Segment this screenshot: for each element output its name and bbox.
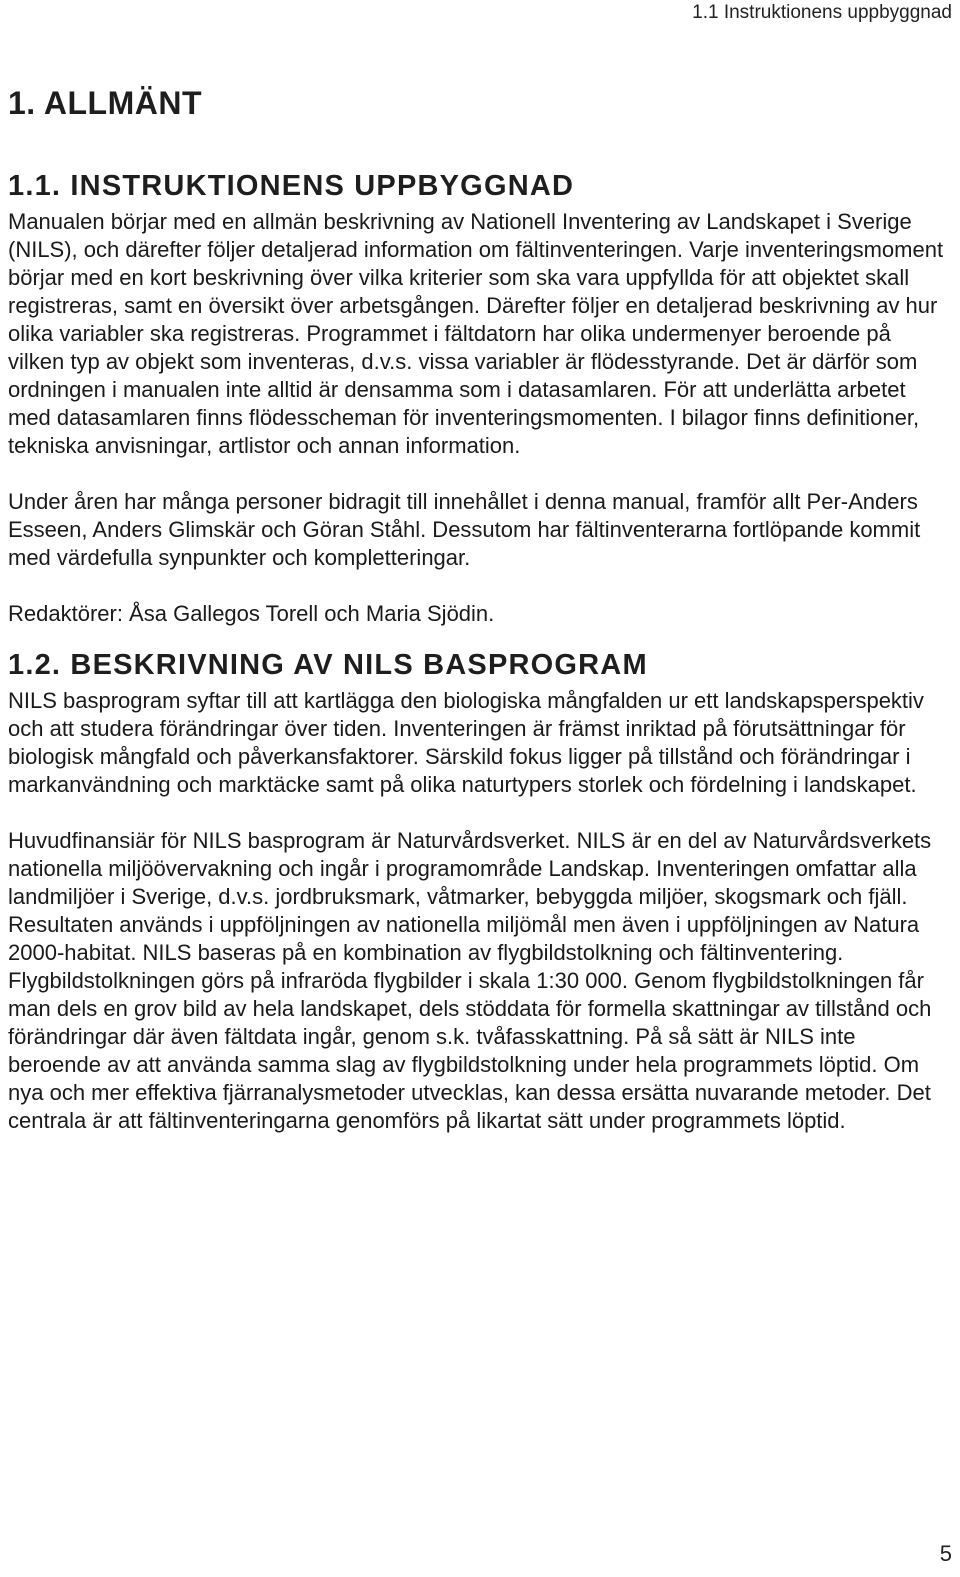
section-instruktionens-uppbyggnad <box>8 169 948 628</box>
section-title: 1.1. INSTRUKTIONENS UPPBYGGNAD <box>8 170 575 203</box>
page-content <box>8 86 948 1163</box>
paragraph: Manualen börjar med en allmän beskrivning av Nationell Inventering av Landskapet i Sverige (NILS), och därefter följer detaljerad information om fältinventeringen. Varje inventeringsmoment börjar med en kort beskrivning över vilka kriterier som ska vara uppfyllda för att objektet skall registreras, samt en översikt över arbetsgången. Därefter följer en detaljerad beskrivning av hur olika variabler ska registreras. Programmet i fältdatorn har olika undermenyer beroende på vilken typ av objekt som inventeras, d.v.s. vissa variabler är flödesstyrande. Det är därför som ordningen i manualen inte alltid är densamma som i datasamlaren. För att underlätta arbetet med datasamlaren finns flödesscheman för inventeringsmomenten. I bilagor finns definitioner, tekniska anvisningar, artlistor och annan information. <box>8 208 944 458</box>
paragraph: Huvudfinansiär för NILS basprogram är Naturvårdsverket. NILS är en del av Naturvårdsverkets nationella miljöövervakning och ingår i programområde Landskap. Inventeringen omfattar alla landmiljöer i Sverige, d.v.s. jordbruksmark, våtmarker, bebyggda miljöer, skogsmark och fjäll. Resultaten används i uppföljningen av nationella miljömål men även i uppföljningen av Natura 2000-habitat. NILS baseras på en kombination av flygbildstolkning och fältinventering. Flygbildstolkningen görs på infraröda flygbilder i skala 1:30 000. Genom flygbildstolkningen får man dels en grov bild av hela landskapet, dels stöddata för formella skattningar av tillstånd och förändringar där även fältdata ingår, genom s.k. tvåfasskattning. På så sätt är NILS inte beroende av att använda samma slag av flygbildstolkning under hela programmets löptid. Om nya och mer effektiva fjärranalysmetoder utvecklas, kan dessa ersätta nuvarande metoder. Det centrala är att fältinventeringarna genomförs på likartat sätt under programmets löptid. <box>8 827 932 1133</box>
page-number: 5 <box>939 1541 952 1566</box>
editors-line: Redaktörer: Åsa Gallegos Torell och Maria Sjödin. <box>8 600 495 626</box>
section-title: 1.2. BESKRIVNING AV NILS BASPROGRAM <box>8 648 648 681</box>
running-header: 1.1 Instruktionens uppbyggnad <box>692 2 952 23</box>
chapter-title: 1. ALLMÄNT <box>8 85 203 121</box>
paragraph: NILS basprogram syftar till att kartlägga den biologiska mångfalden ur ett landskapsperspektiv och att studera förändringar över tiden. Inventeringen är främst inriktad på förutsättningar för biologisk mångfald och påverkansfaktorer. Särskild fokus ligger på tillstånd och förändringar i markanvändning och marktäcke samt på olika naturtypers storlek och fördelning i landskapet. <box>8 687 924 797</box>
paragraph: Under åren har många personer bidragit till innehållet i denna manual, framför allt Per-Anders Esseen, Anders Glimskär och Göran Ståhl. Dessutom har fältinventerarna fortlöpande kommit med värdefulla synpunkter och kompletteringar. <box>8 488 921 570</box>
section-beskrivning-av-nils-basprogram <box>8 648 948 1135</box>
